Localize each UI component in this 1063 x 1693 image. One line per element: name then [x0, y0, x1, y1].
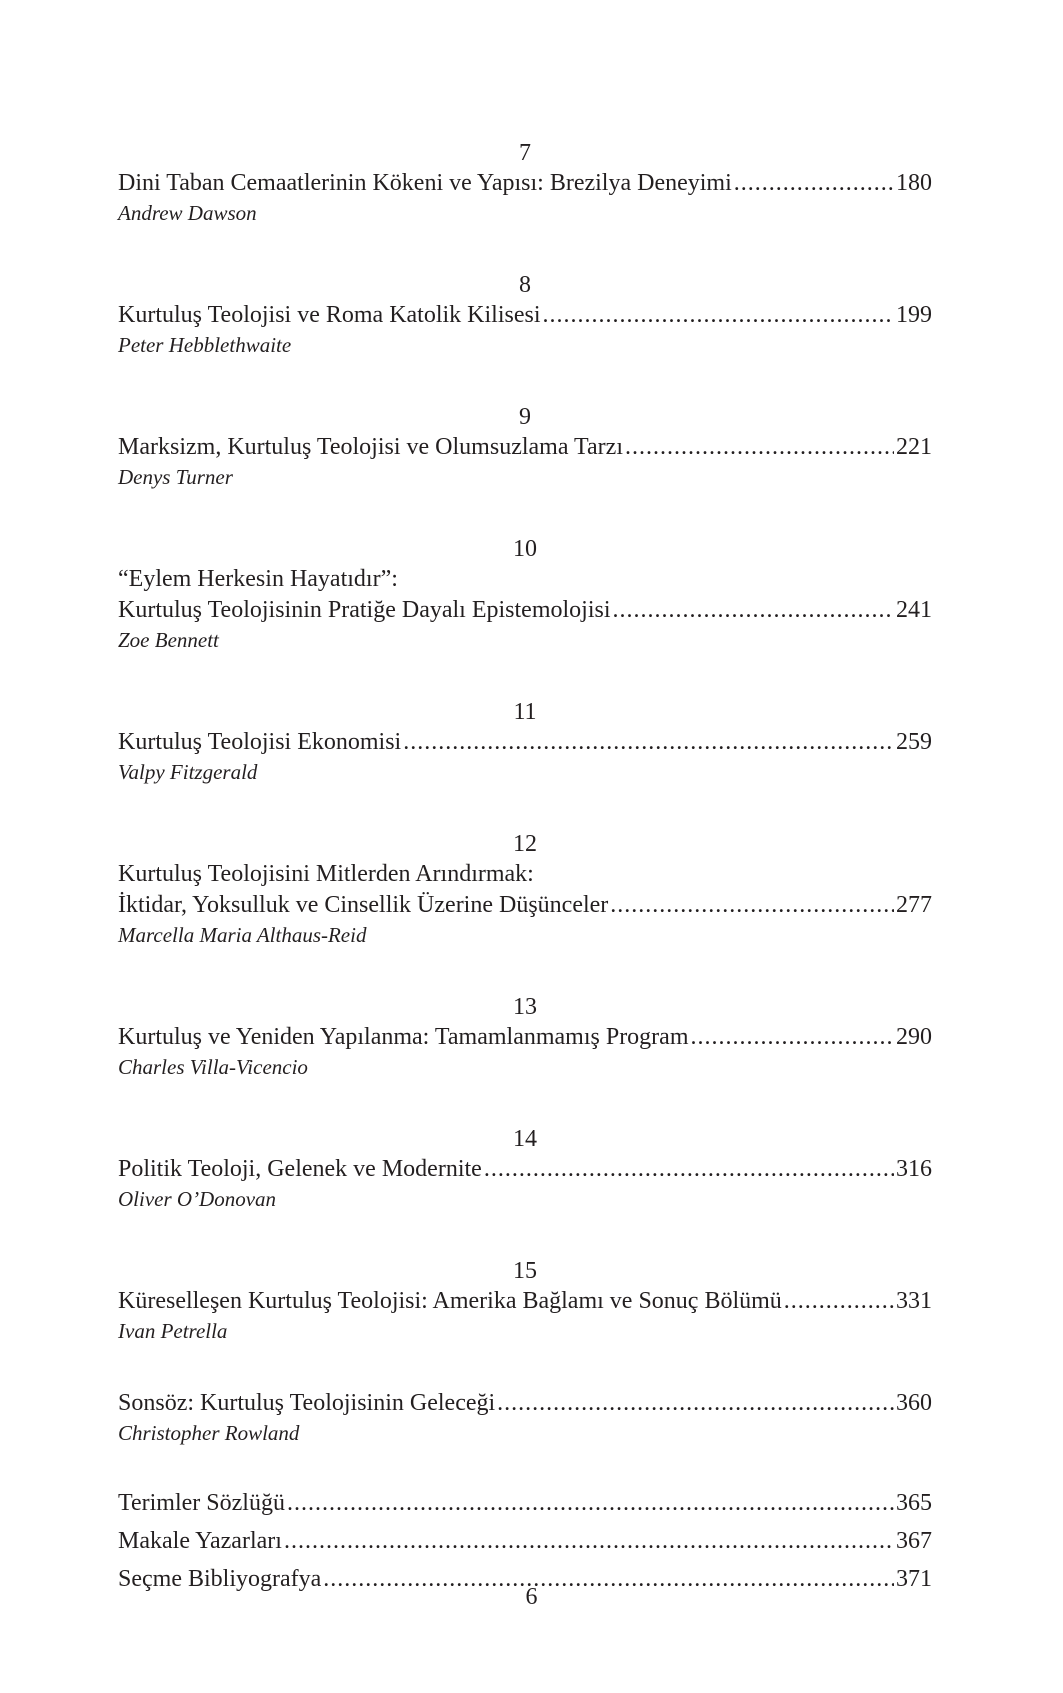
entry-page: 367: [896, 1528, 932, 1554]
chapter-number: 9: [519, 404, 531, 430]
toc-entry[interactable]: [118, 595, 932, 626]
chapter-page: 241: [896, 597, 932, 623]
dot-leader: [613, 595, 894, 626]
toc-chapter-7: [118, 138, 932, 228]
chapter-page: 316: [896, 1156, 932, 1182]
dot-leader: [497, 1388, 894, 1419]
toc-chapter-15: [118, 1256, 932, 1346]
toc-entry[interactable]: [118, 300, 932, 331]
toc-afterword: [118, 1388, 932, 1448]
dot-leader: [691, 1022, 895, 1053]
chapter-author: Denys Turner: [118, 465, 233, 489]
chapter-page: 221: [896, 434, 932, 460]
dot-leader: [284, 1526, 894, 1557]
chapter-author: Andrew Dawson: [118, 201, 257, 225]
toc-chapter-11: [118, 697, 932, 787]
chapter-author: Zoe Bennett: [118, 628, 219, 652]
entry-page: 365: [896, 1490, 932, 1516]
afterword-title: Sonsöz: Kurtuluş Teolojisinin Geleceği: [118, 1390, 496, 1416]
chapter-title: Politik Teoloji, Gelenek ve Modernite: [118, 1156, 482, 1182]
chapter-page: 259: [896, 729, 932, 755]
toc-chapter-10: [118, 534, 932, 655]
toc-chapter-14: [118, 1124, 932, 1214]
chapter-title: Kurtuluş Teolojisinin Pratiğe Dayalı Epistemolojisi: [118, 597, 611, 623]
toc-chapter-12: [118, 829, 932, 950]
afterword-page: 360: [896, 1390, 932, 1416]
dot-leader: [734, 168, 894, 199]
chapter-title: Marksizm, Kurtuluş Teolojisi ve Olumsuzlama Tarzı: [118, 434, 623, 460]
toc-entry[interactable]: [118, 1388, 932, 1419]
toc-entry[interactable]: [118, 1022, 932, 1053]
chapter-title: Küreselleşen Kurtuluş Teolojisi: Amerika Bağlamı ve Sonuç Bölümü: [118, 1288, 782, 1314]
chapter-number: 8: [519, 272, 531, 298]
toc-entry[interactable]: [118, 890, 932, 921]
dot-leader: [610, 890, 894, 921]
chapter-title: Kurtuluş ve Yeniden Yapılanma: Tamamlanmamış Program: [118, 1024, 689, 1050]
chapter-author: Charles Villa-Vicencio: [118, 1055, 308, 1079]
chapter-title: Kurtuluş Teolojisi Ekonomisi: [118, 729, 402, 755]
chapter-number: 12: [513, 831, 537, 857]
chapter-page: 180: [896, 170, 932, 196]
toc-entry[interactable]: [118, 1154, 932, 1185]
table-of-contents: [118, 138, 932, 1602]
entry-page: 371: [896, 1566, 932, 1592]
chapter-author: Ivan Petrella: [118, 1319, 228, 1343]
dot-leader: [784, 1286, 894, 1317]
chapter-number: 11: [513, 699, 537, 725]
chapter-title-line: Kurtuluş Teolojisini Mitlerden Arındırmak:: [118, 861, 534, 887]
dot-leader: [625, 432, 894, 463]
page-number: 6: [525, 1584, 538, 1610]
dot-leader: [543, 300, 894, 331]
chapter-title: İktidar, Yoksulluk ve Cinsellik Üzerine Düşünceler: [118, 892, 609, 918]
toc-entry[interactable]: [118, 1286, 932, 1317]
chapter-title-line: “Eylem Herkesin Hayatıdır”:: [118, 566, 398, 592]
chapter-number: 13: [513, 994, 537, 1020]
toc-chapter-9: [118, 402, 932, 492]
toc-entry-contributors[interactable]: [118, 1526, 932, 1557]
dot-leader: [484, 1154, 894, 1185]
toc-back-matter: [118, 1488, 932, 1595]
chapter-title: Kurtuluş Teolojisi ve Roma Katolik Kilisesi: [118, 302, 541, 328]
entry-title: Seçme Bibliyografya: [118, 1566, 322, 1592]
chapter-author: Oliver O’Donovan: [118, 1187, 277, 1211]
chapter-number: 14: [513, 1126, 537, 1152]
toc-entry[interactable]: [118, 432, 932, 463]
chapter-title: Dini Taban Cemaatlerinin Kökeni ve Yapısı: Brezilya Deneyimi: [118, 170, 732, 196]
chapter-author: Marcella Maria Althaus-Reid: [118, 923, 367, 947]
dot-leader: [403, 727, 894, 758]
chapter-number: 7: [519, 140, 531, 166]
chapter-number: 10: [513, 536, 537, 562]
toc-entry-glossary[interactable]: [118, 1488, 932, 1519]
chapter-author: Valpy Fitzgerald: [118, 760, 258, 784]
entry-title: Makale Yazarları: [118, 1528, 282, 1554]
toc-chapter-13: [118, 992, 932, 1082]
chapter-page: 277: [896, 892, 932, 918]
chapter-page: 290: [896, 1024, 932, 1050]
chapter-author: Peter Hebblethwaite: [118, 333, 292, 357]
chapter-number: 15: [513, 1258, 537, 1284]
entry-title: Terimler Sözlüğü: [118, 1490, 285, 1516]
toc-chapter-8: [118, 270, 932, 360]
chapter-page: 199: [896, 302, 932, 328]
dot-leader: [287, 1488, 894, 1519]
toc-entry[interactable]: [118, 727, 932, 758]
chapter-page: 331: [896, 1288, 932, 1314]
toc-entry[interactable]: [118, 168, 932, 199]
afterword-author: Christopher Rowland: [118, 1421, 300, 1445]
